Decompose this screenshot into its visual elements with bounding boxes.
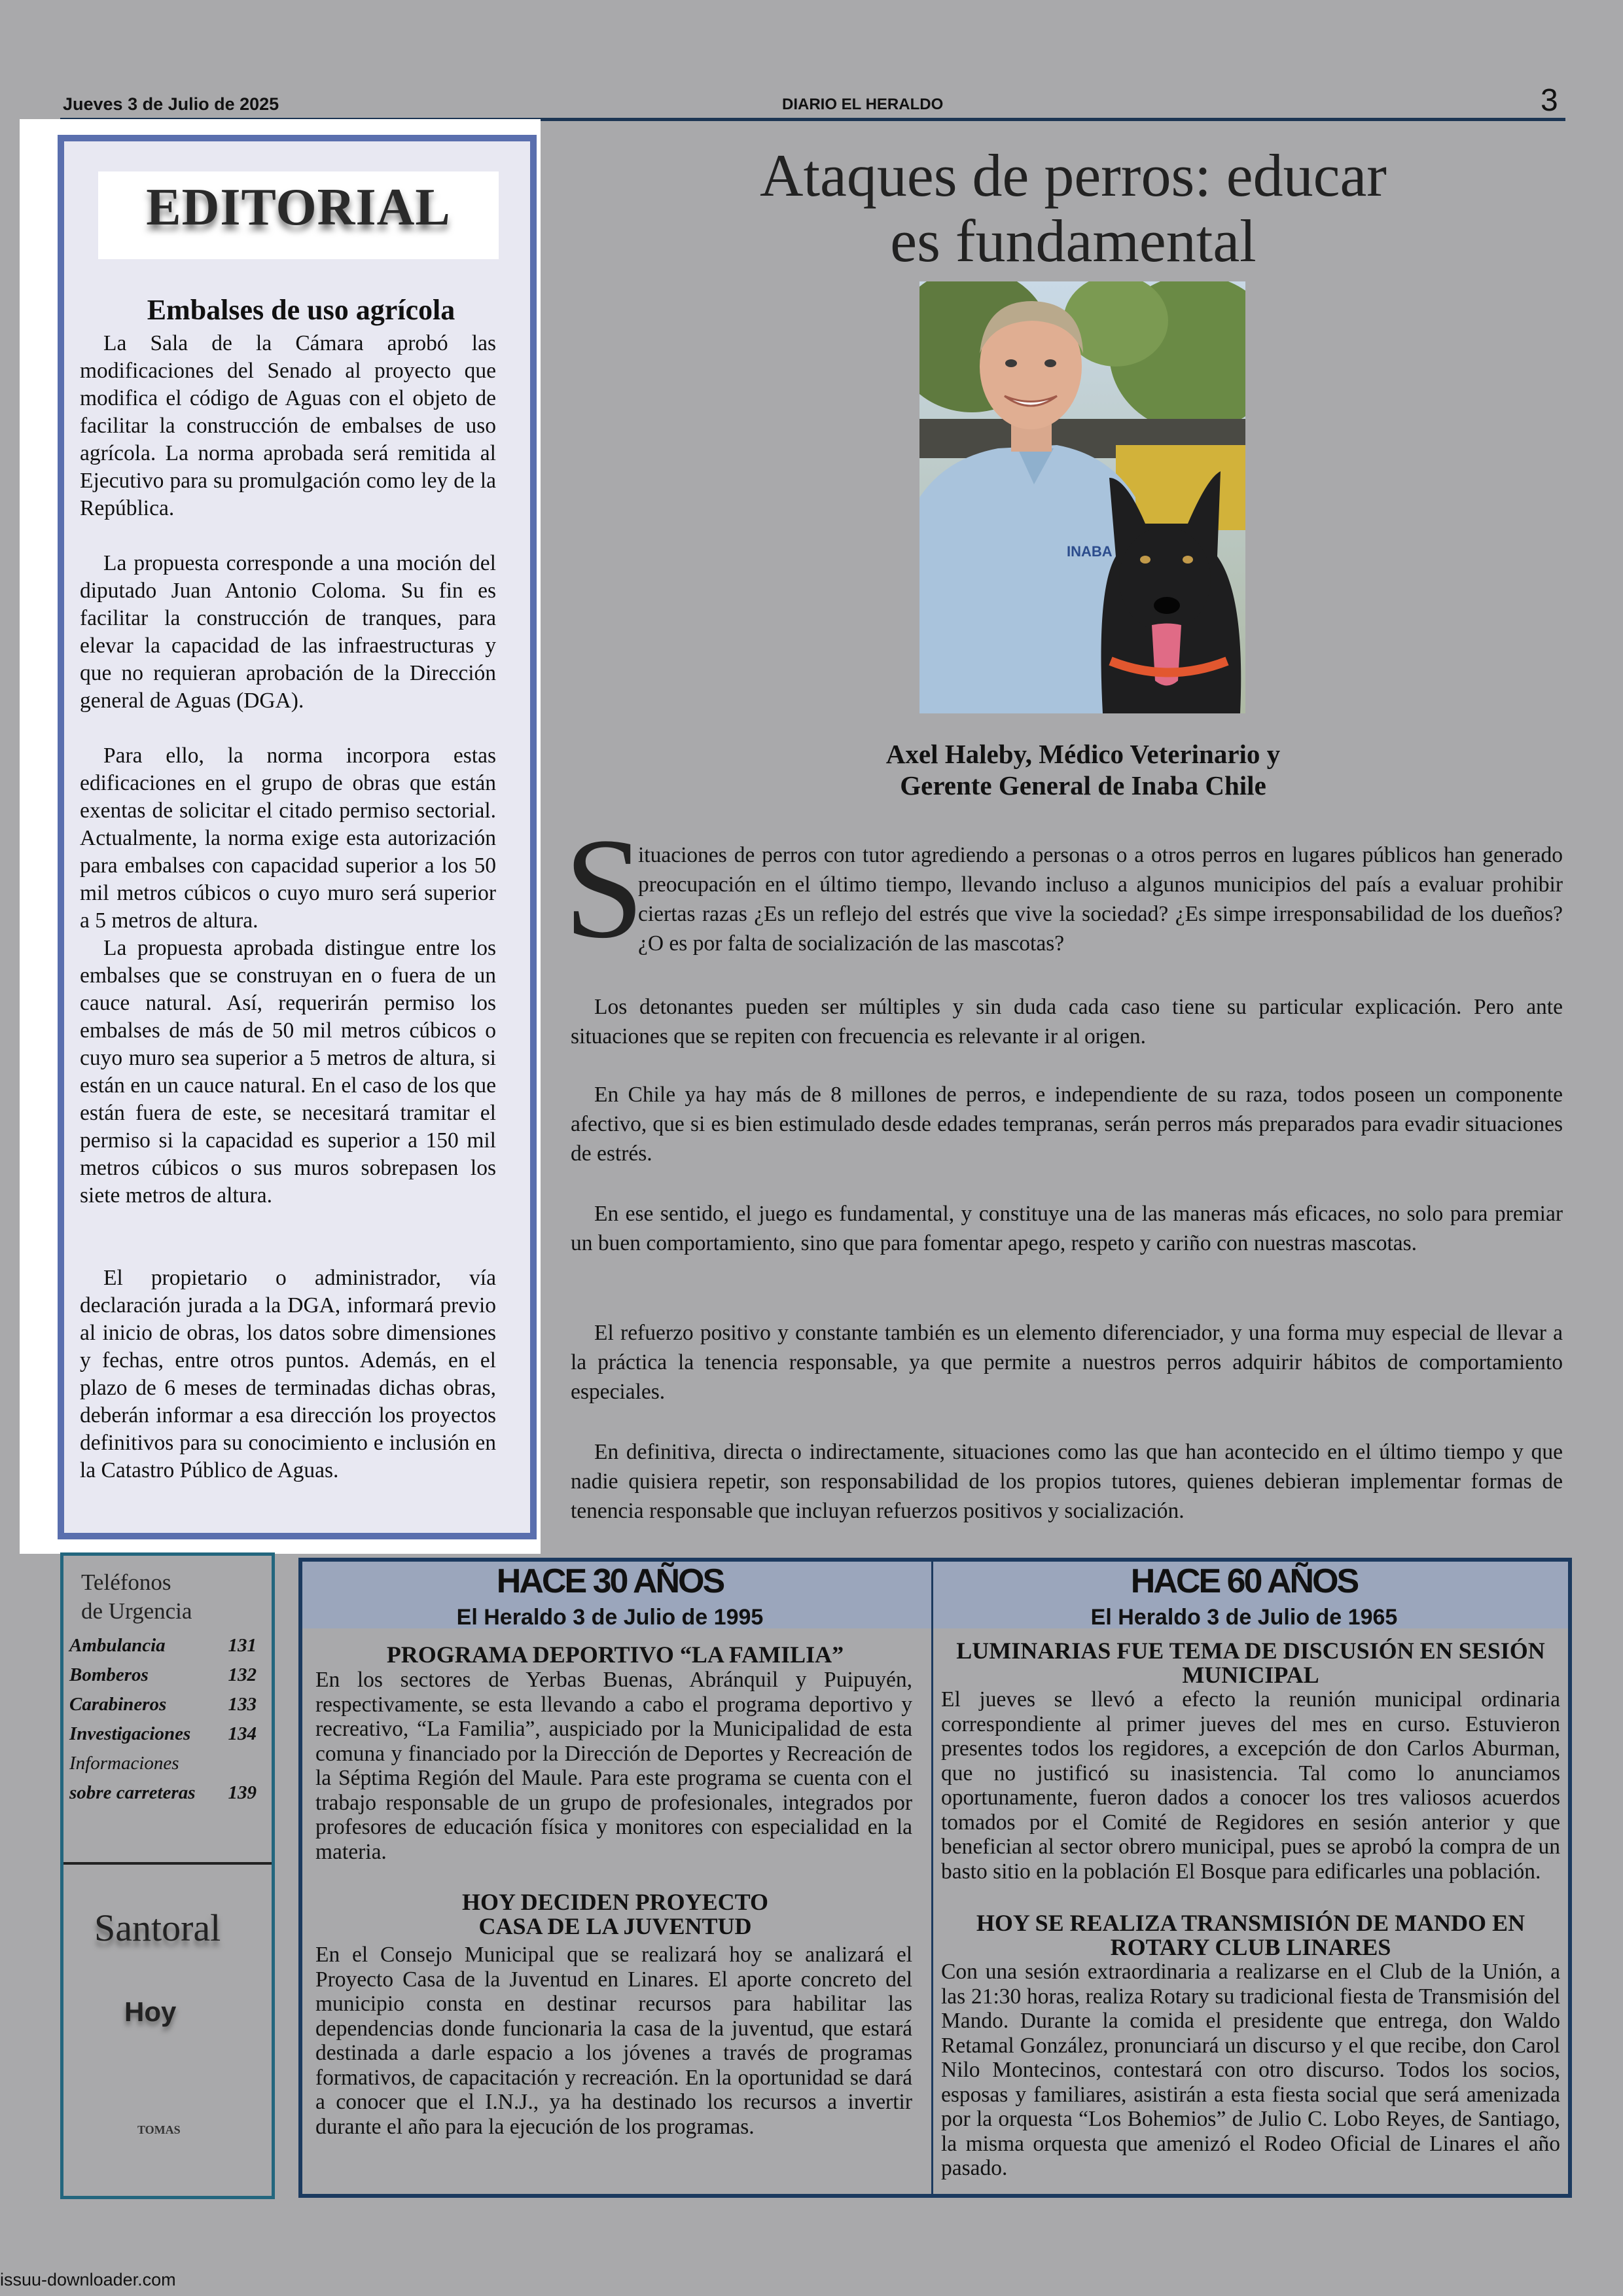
editorial-paragraph: La propuesta corresponde a una moción del diputado Juan Antonio Coloma. Su fin es facilitar la construcción de tranques, para elevar la capacidad de las infraestructuras y que no requieran aprobación de la Dirección general de Aguas (DGA). — [80, 551, 496, 713]
hace60-body: El jueves se llevó a efecto la reunión municipal ordinaria correspondiente al primer jueves del mes en curso. Estuvieron presentes todos los regidores, a excepción de don Carlos Aburman, que no justificó su inasistencia. Tal como lo anunciamos oportunamente, fueron dados a conocer los tres valiosos acuerdos tomados por el Comité de Regidores en sesión anterior y que benefician al sector obrero municipal, pues se aprobó la compra de un basto sitio en la población El Bosque para edificarles una población. — [941, 1687, 1560, 1884]
phone-label: Investigaciones — [69, 1723, 191, 1744]
phone-number: 134 — [228, 1723, 257, 1744]
phone-label: Carabineros — [69, 1694, 167, 1715]
phone-row — [69, 1782, 257, 1804]
phone-label: sobre carreteras — [69, 1782, 196, 1803]
hace60-headline — [940, 1639, 1561, 1687]
article-paragraph: En ese sentido, el juego es fundamental, y constituye una de las maneras más eficaces, no solo para premiar un buen comportamiento, sino que para fomentar apego, respeto y cariño con nuestras mascotas. — [571, 1202, 1563, 1255]
article-title — [615, 143, 1531, 274]
phone-row — [69, 1635, 257, 1657]
editorial-headline: Embalses de uso agrícola — [147, 294, 455, 326]
hace60-headline — [940, 1911, 1561, 1960]
hace60-headline-line: HOY SE REALIZA TRANSMISIÓN DE MANDO EN — [976, 1910, 1525, 1936]
article-title-line: es fundamental — [890, 207, 1257, 274]
hace-divider — [931, 1560, 933, 2195]
editorial-paragraph: La propuesta aprobada distingue entre los embalses que se construyan en o fuera de un cauce natural. Así, requerirán permiso los embalses de más de 50 mil metros cúbicos o cuyo muro sea superior a 5 metros de altura, si están en un cauce natural. En el caso de los que están fuera de este, se necesitará tramitar el permiso si la capacidad es superior a 150 mil metros cúbicos o sus muros sobrepasen los siete metros de altura. — [80, 936, 496, 1208]
phone-row — [69, 1664, 257, 1686]
drop-cap: S — [564, 808, 645, 968]
photo-caption-line: Gerente General de Inaba Chile — [900, 770, 1266, 800]
hace30-heading: HACE 30 AÑOS — [496, 1562, 724, 1600]
hace30-headline-line: CASA DE LA JUVENTUD — [478, 1913, 752, 1939]
article-photo — [919, 281, 1245, 713]
man-and-dog-illustration — [919, 281, 1245, 713]
article-paragraph: El refuerzo positivo y constante también es un elemento diferenciador, y una forma muy especial de llevar a la práctica la tenencia responsable, ya que permite a nuestros perros adquirir hábitos de comportamiento especiales. — [571, 1321, 1563, 1404]
hace60-heading: HACE 60 AÑOS — [1130, 1562, 1358, 1600]
phones-title — [81, 1568, 192, 1626]
phones-title-line: de Urgencia — [81, 1598, 192, 1624]
article-paragraph: En Chile ya hay más de 8 millones de perros, e independiente de su raza, todos poseen un componente afectivo, que si es bien estimulado desde edades tempranas, serán perros más preparados para evadir situaciones de estrés. — [571, 1083, 1563, 1166]
header-page-number: 3 — [1541, 83, 1558, 118]
editorial-paragraph: Para ello, la norma incorpora estas edificaciones en el grupo de obras que están exentas de solicitar el citado permiso sectorial. Actualmente, la norma exige esta autorización para embalses con capacidad superior a los 50 mil metros cúbicos o cuyo muro será superior a 5 metros de altura. — [80, 744, 496, 933]
hace30-headline-line: HOY DECIDEN PROYECTO — [461, 1889, 769, 1915]
hace60-headline-line: LUMINARIAS FUE TEMA DE DISCUSIÓN EN SESIÓN — [956, 1638, 1545, 1664]
santoral-today-label: Hoy — [124, 1996, 177, 2027]
hace60-body: Con una sesión extraordinaria a realizarse en el Club de la Unión, a las 21:30 horas, realiza Rotary su tradicional fiesta de Transmisión del Mando. Durante la comida el presidente que entrega, don Waldo Retamal González, pronunciará un discurso y el que recibe, don Carol Nilo Montecinos, contestará con otro discurso. Todos los socios, esposas y familiares, asistirán a esta fiesta social que será amenizada por la orquesta “Los Bohemios” de Julio C. Lobo Reyes, de Santiago, la misma orquesta que amenizó el Rodeo Oficial de Linares el año pasado. — [941, 1960, 1560, 2180]
header-newspaper-name: DIARIO EL HERALDO — [782, 96, 944, 113]
article-paragraph: En definitiva, directa o indirectamente, situaciones como las que han acontecido en el último tiempo y que nadie quisiera repetir, son responsabilidad de los propios tutores, quienes debieran implementar formas de tenencia responsable que incluyan refuerzos positivos y socialización. — [571, 1440, 1563, 1523]
shirt-logo: INABA — [1067, 543, 1113, 560]
phone-number: 139 — [228, 1782, 257, 1803]
hace30-body: En el Consejo Municipal que se realizará hoy se analizará el Proyecto Casa de la Juventud en Linares. El aporte concreto del municipio consta en destinar recursos para habilitar las dependencias donde funcionaria la casa de la juventud, que estará destinada a darle espacio a los jóvenes a través de programas formativos, de capacitación y recreación. En la oportunidad se dará a conocer que el I.N.J., ya ha destinado los recursos a invertir durante el año para la ejecución de los programas. — [315, 1943, 912, 2139]
hace60-subheading: El Heraldo 3 de Julio de 1965 — [1090, 1605, 1398, 1630]
header-date: Jueves 3 de Julio de 2025 — [63, 94, 279, 114]
santoral-title: Santoral — [94, 1907, 221, 1949]
hace30-body: En los sectores de Yerbas Buenas, Abránquil y Puipuyén, respectivamente, se esta llevando a cabo el programa deportivo y recreativo, “La Familia”, auspiciado por la Municipalidad de esta comuna y financiado por la Dirección de Deportes y Recreación de la Séptima Región del Maule. Para este programa se cuenta con el trabajo responsable de un grupo de profesionales, integrados por profesores de educación física y monitores con especialidad en la materia. — [315, 1668, 912, 1864]
article-paragraph: ituaciones de perros con tutor agrediendo a personas o a otros perros en lugares públicos han generado preocupación en el último tiempo, llevando incluso a algunos municipios del país a evaluar prohibir ciertas razas ¿Es un reflejo del estrés que vive la sociedad? ¿Es simpe irresponsabilidad de los dueños? ¿O es por falta de socialización de las mascotas? — [638, 843, 1563, 956]
phones-title-line: Teléfonos — [81, 1570, 171, 1595]
watermark-text: issuu-downloader.com — [0, 2270, 176, 2289]
editorial-paragraph: La Sala de la Cámara aprobó las modificaciones del Senado al proyecto que modifica el código de Aguas con el objeto de facilitar la construcción de embalses de uso agrícola. La norma aprobada será remitida al Ejecutivo para su promulgación como ley de la República. — [80, 331, 496, 520]
phone-label: Ambulancia — [69, 1635, 166, 1656]
phone-number: 132 — [228, 1664, 257, 1685]
phone-number: 131 — [228, 1635, 257, 1656]
editorial-label: EDITORIAL — [146, 179, 451, 236]
santoral-saint: TOMAS — [137, 2123, 181, 2136]
hace30-subheading: El Heraldo 3 de Julio de 1995 — [456, 1605, 764, 1630]
hace60-headline-line: ROTARY CLUB LINARES — [1110, 1934, 1391, 1960]
editorial-paragraph: El propietario o administrador, vía declaración jurada a la DGA, informará previo al inicio de obras, los datos sobre dimensiones y fechas, entre otros puntos. Además, en el plazo de 6 meses de terminadas dichas obras, deberán informar a esa dirección los proyectos definitivos para su conocimiento e inclusión en la Catastro Público de Aguas. — [80, 1266, 496, 1482]
phone-row — [69, 1694, 257, 1715]
phone-info-label: Informaciones — [69, 1753, 179, 1774]
phone-label: Bomberos — [69, 1664, 149, 1685]
article-title-line: Ataques de perros: educar — [760, 142, 1387, 209]
hace30-headline — [308, 1890, 923, 1939]
phone-row — [69, 1723, 257, 1745]
article-paragraph: Los detonantes pueden ser múltiples y sin duda cada caso tiene su particular explicación. Pero ante situaciones que se repiten con frecuencia es relevante ir al origen. — [571, 995, 1563, 1049]
hace30-headline: PROGRAMA DEPORTIVO “LA FAMILIA” — [386, 1641, 844, 1668]
photo-caption-line: Axel Haleby, Médico Veterinario y — [885, 739, 1281, 769]
phones-divider — [63, 1862, 272, 1865]
photo-caption — [681, 738, 1486, 801]
hace60-headline-line: MUNICIPAL — [1182, 1662, 1319, 1688]
phone-number: 133 — [228, 1694, 257, 1715]
